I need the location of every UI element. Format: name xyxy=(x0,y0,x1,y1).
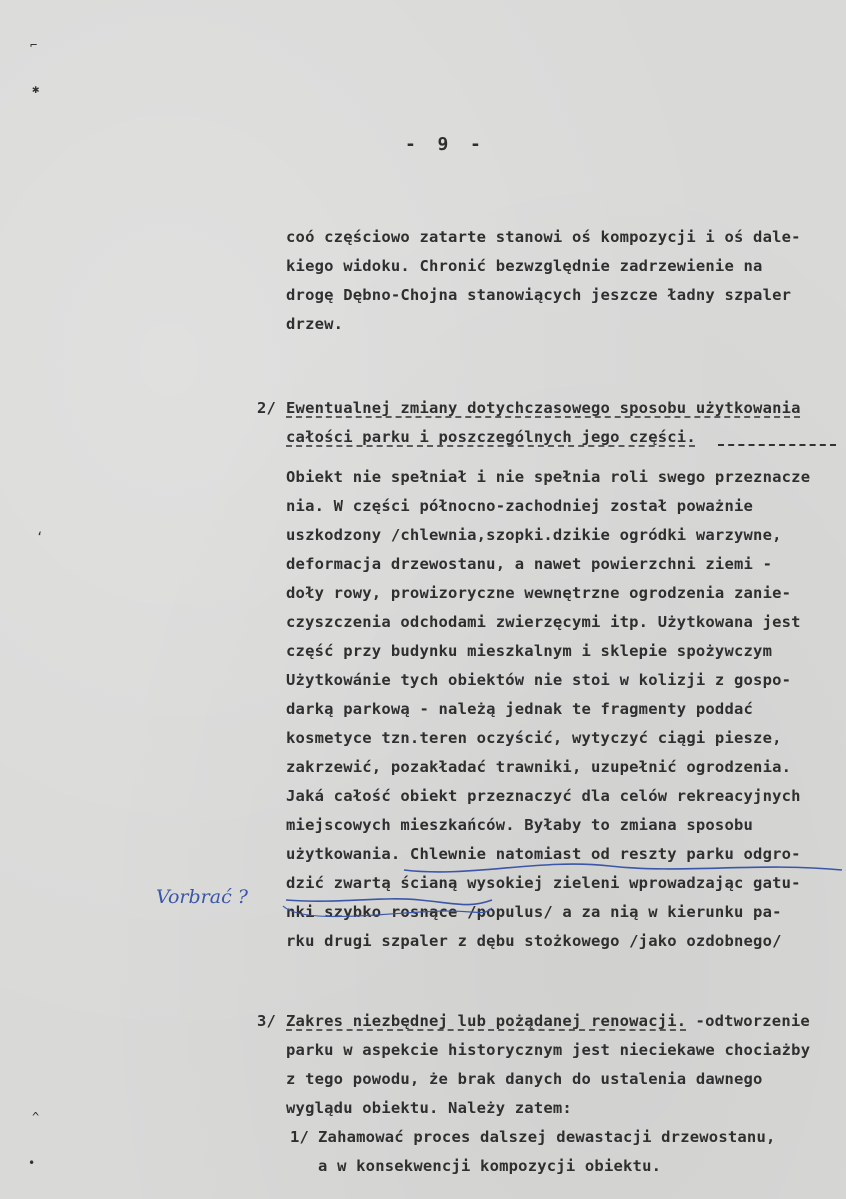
text-line: użytkowania. Chlewnie natomiast od reszty parku odgro- xyxy=(286,845,801,863)
text-line: nki szybko rosnące /populus/ a za nią w kierunku pa- xyxy=(286,903,782,921)
text-line: drogę Dębno-Chojna stanowiących jeszcze ładny szpaler xyxy=(286,286,792,304)
text-line: drzew. xyxy=(286,315,344,333)
text-line: Jaká całość obiekt przeznaczyć dla celów rekreacyjnych xyxy=(286,787,801,805)
margin-mark: ‘ xyxy=(36,530,44,544)
text-line: coó częściowo zatarte stanowi oś kompozycji i oś dale- xyxy=(286,228,801,246)
text-line: wyglądu obiektu. Należy zatem: xyxy=(286,1099,572,1117)
text-line: część przy budynku mieszkalnym i sklepie spożywczym xyxy=(286,642,773,660)
page-number: - 9 - xyxy=(405,134,481,155)
section-heading: całości parku i poszczególnych jego części. xyxy=(286,428,696,446)
text-line: uszkodzony /chlewnia,szopki.dzikie ogródki warzywne, xyxy=(286,526,782,544)
text-line: rku drugi szpaler z dębu stożkowego /jako ozdobnego/ xyxy=(286,932,782,950)
section-heading: Zakres niezbędnej lub pożądanej renowacji. xyxy=(286,1012,687,1030)
text-line: dzić zwartą ścianą wysokiej zieleni wprowadzając gatu- xyxy=(286,874,801,892)
text-line: parku w aspekcie historycznym jest nieciekawe chociażby xyxy=(286,1041,811,1059)
handwritten-note: Vorbrać ? xyxy=(156,886,248,908)
text-line: darką parkową - należą jednak te fragmenty poddać xyxy=(286,700,754,718)
text-line: -odtworzenie xyxy=(686,1012,810,1030)
section-heading: Ewentualnej zmiany dotychczasowego sposobu użytkowania xyxy=(286,399,801,417)
section-number: 2/ xyxy=(257,399,277,417)
text-line: miejscowych mieszkańców. Byłaby to zmiana sposobu xyxy=(286,816,754,834)
text-line: doły rowy, prowizoryczne wewnętrzne ogrodzenia zanie- xyxy=(286,584,792,602)
text-line: kosmetyce tzn.teren oczyścić, wytyczyć ciągi piesze, xyxy=(286,729,782,747)
list-item-number: 1/ xyxy=(290,1128,310,1146)
text-line: Użytkowánie tych obiektów nie stoi w kolizji z gospo- xyxy=(286,671,792,689)
text-line: Obiekt nie spełniał i nie spełnia roli swego przeznacze xyxy=(286,468,811,486)
list-item-text: a w konsekwencji kompozycji obiektu. xyxy=(318,1157,662,1175)
section-number: 3/ xyxy=(257,1012,277,1030)
margin-mark: ✱ xyxy=(32,82,40,96)
margin-mark: • xyxy=(28,1156,36,1170)
text-line: nia. W części północno-zachodniej został poważnie xyxy=(286,497,754,515)
text-line: zakrzewić, pozakładać trawniki, uzupełnić ogrodzenia. xyxy=(286,758,792,776)
margin-mark: ^ xyxy=(32,1110,40,1124)
list-item-text: Zahamować proces dalszej dewastacji drzewostanu, xyxy=(318,1128,776,1146)
text-line: czyszczenia odchodami zwierzęcymi itp. Użytkowana jest xyxy=(286,613,801,631)
text-line: kiego widoku. Chronić bezwzględnie zadrzewienie na xyxy=(286,257,763,275)
text-line: z tego powodu, że brak danych do ustalenia dawnego xyxy=(286,1070,763,1088)
margin-mark: ⌐ xyxy=(30,38,38,52)
text-line: deformacja drzewostanu, a nawet powierzchni ziemi - xyxy=(286,555,773,573)
